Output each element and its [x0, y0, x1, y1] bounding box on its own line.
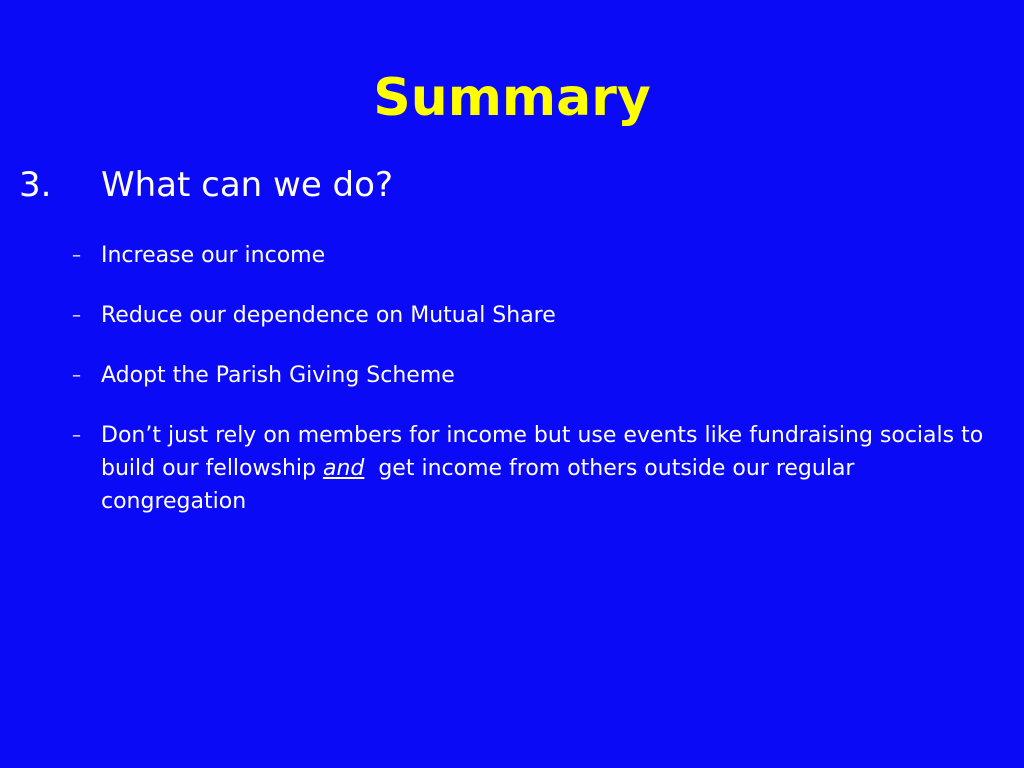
- dash-bullet-icon: –: [72, 365, 81, 386]
- point-heading: What can we do?: [101, 165, 393, 205]
- dash-bullet-icon: –: [72, 305, 81, 326]
- dash-bullet-icon: –: [72, 425, 81, 446]
- slide-title: Summary: [373, 68, 651, 128]
- dash-bullet-icon: –: [72, 245, 81, 266]
- emphasized-word: and: [322, 456, 365, 481]
- bullet-text: [101, 419, 1001, 518]
- bullet-text-part: get income from others outside our regular congregation: [101, 456, 862, 514]
- point-number: 3.: [19, 165, 52, 205]
- bullet-text-part: Don’t just rely on members for income but use events like fundraising socials to build our fellowship: [101, 423, 984, 481]
- bullet-text: Increase our income: [101, 243, 326, 268]
- bullet-text: Reduce our dependence on Mutual Share: [101, 303, 556, 328]
- bullet-text: Adopt the Parish Giving Scheme: [101, 363, 455, 388]
